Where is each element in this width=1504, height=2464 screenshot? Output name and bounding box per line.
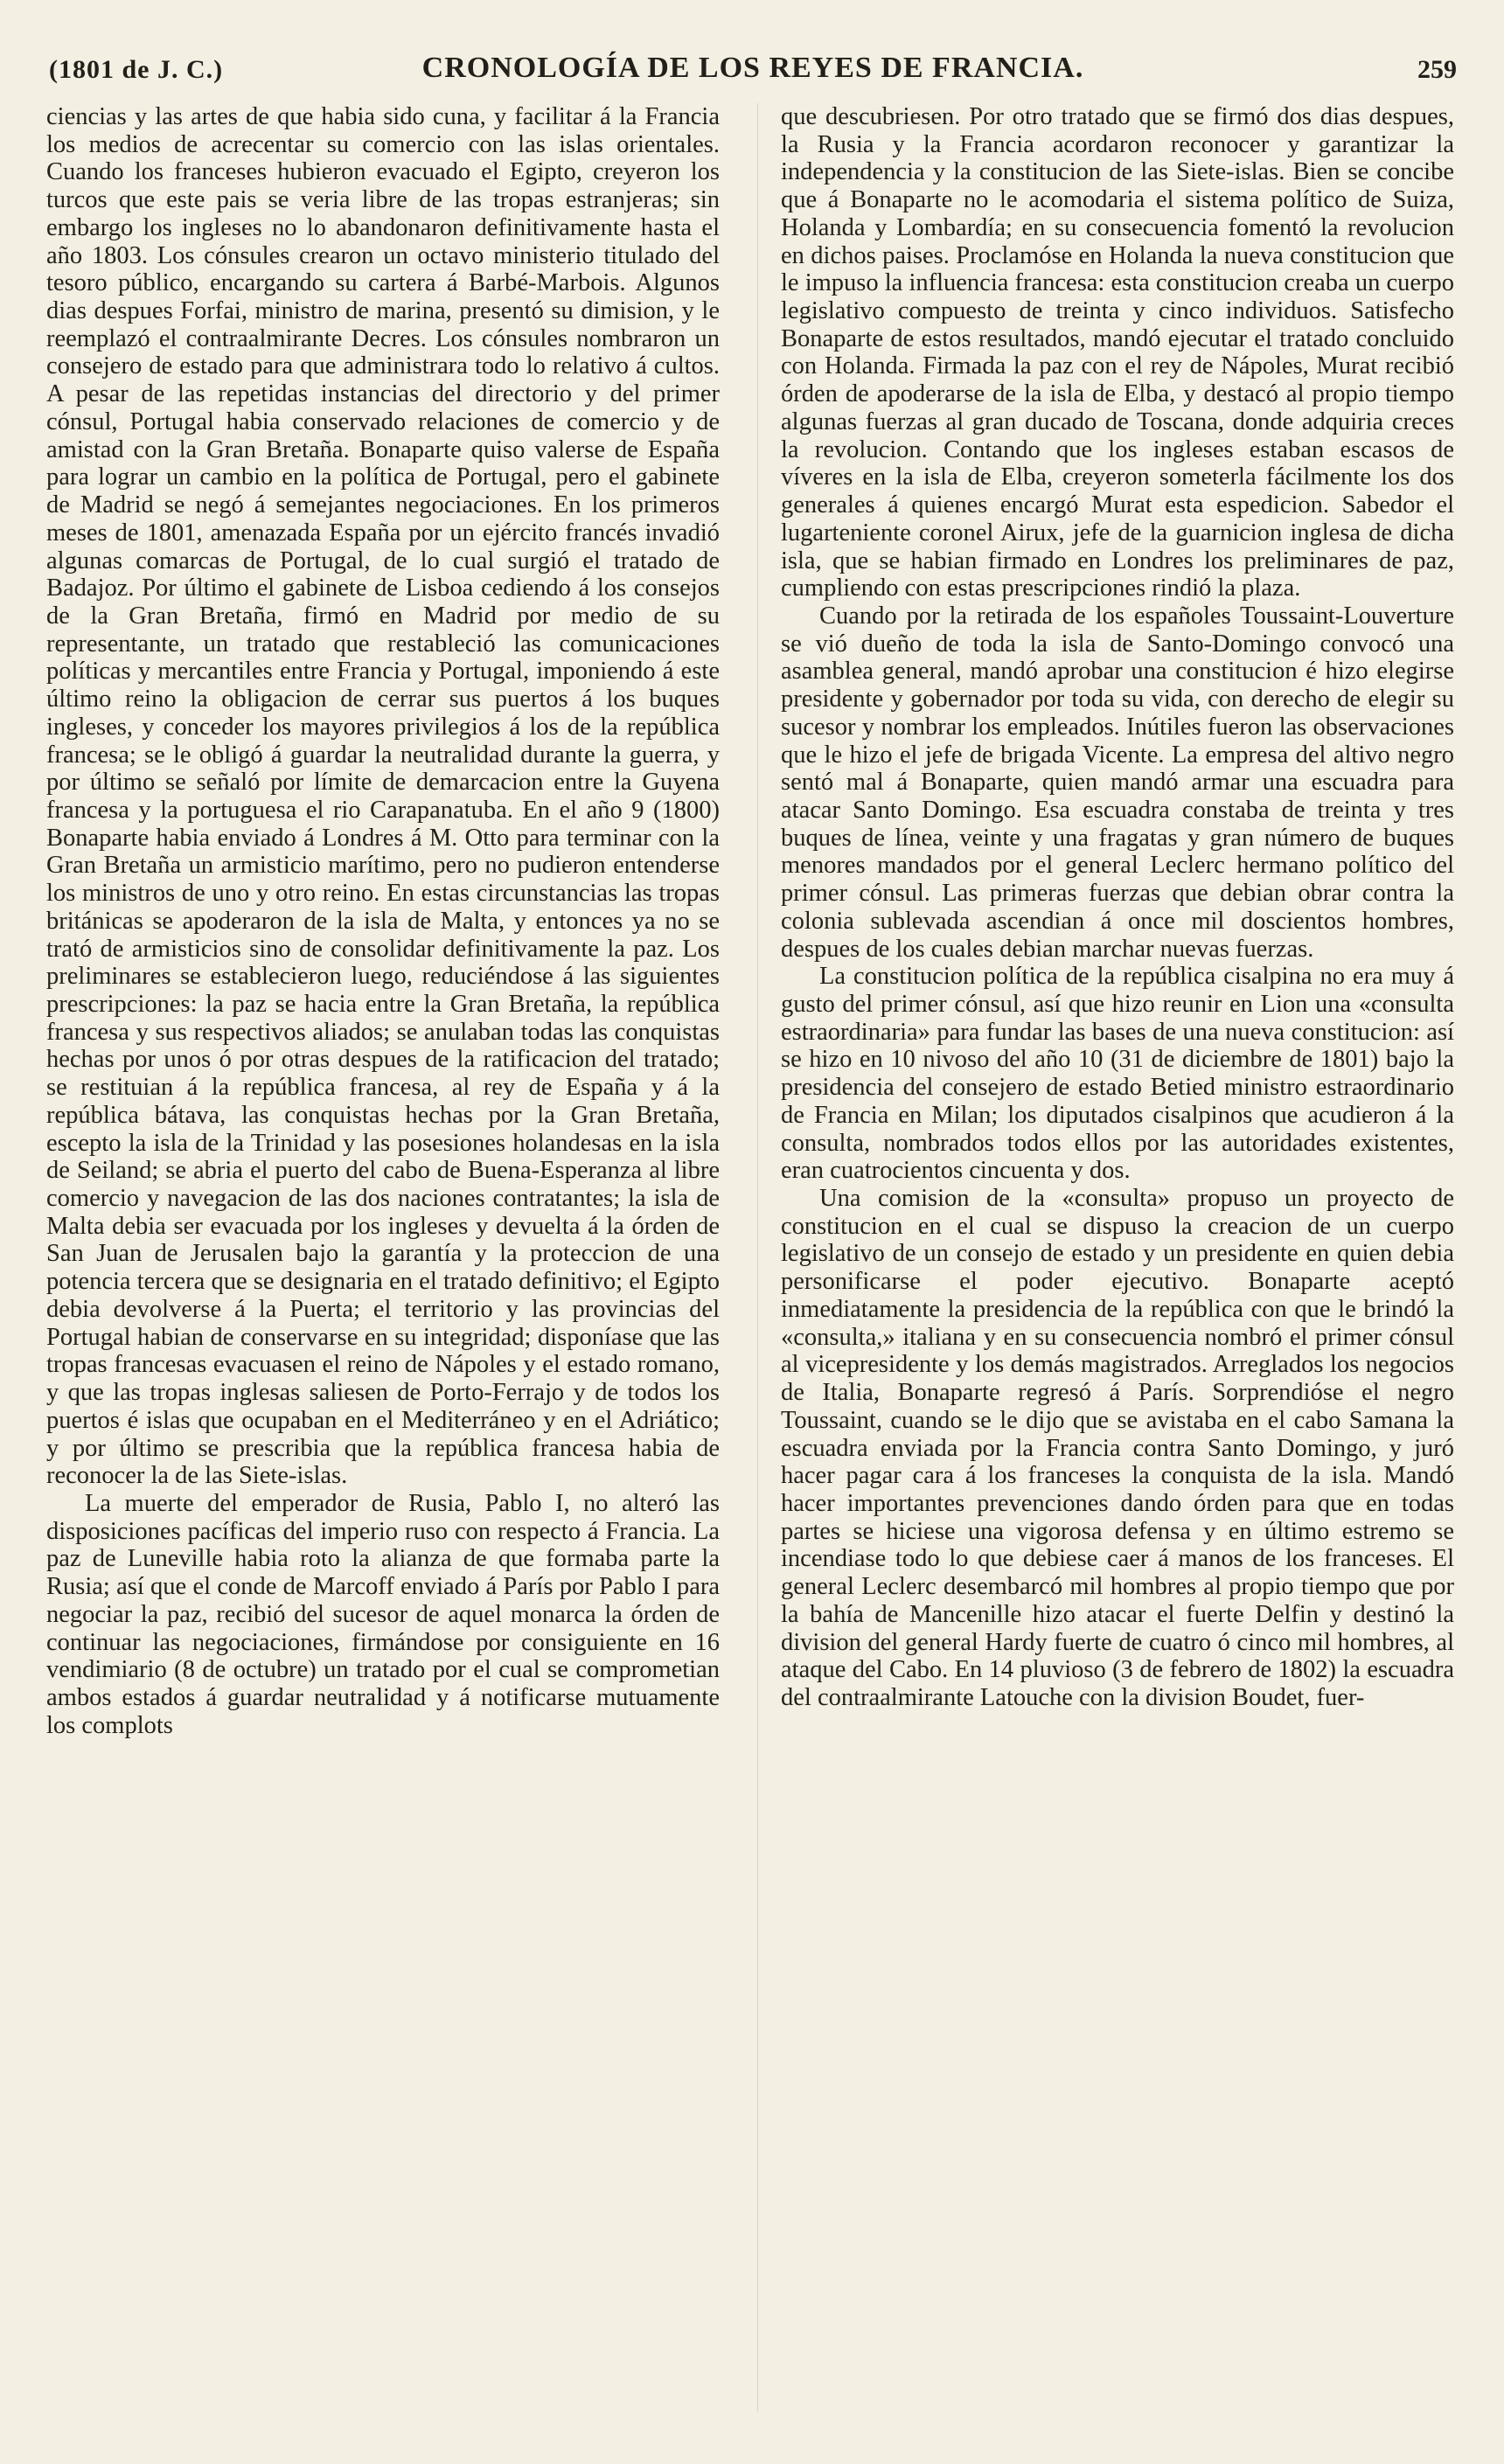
paragraph: Una comision de la «consulta» propuso un proyecto de constitucion en el cual se dispuso la creacion de un cuerpo legislativo de un consejo de estado y un presidente en quien debia personificarse el poder ejecutivo. Bonaparte aceptó inmediatamente la presidencia de la república con que le brindó la «consulta,» italiana y en su consecuencia nombró el primer cónsul al vicepresidente y los demás magistrados. Arreglados los negocios de Italia, Bonaparte regresó á París. Sorprendióse el negro Toussaint, cuando se le dijo que se avistaba en el cabo Samana la escuadra enviada por la Francia contra Santo Domingo, y juró hacer pagar cara á los franceses la conquista de la isla. Mandó hacer importantes prevenciones dando órden para que en todas partes se hiciese una vigorosa defensa y en último estremo se incendiase todo lo que debiese caer á manos de los franceses. El general Leclerc desembarcó mil hombres al propio tiempo que por la bahía de Mancenille hizo atacar el fuerte Delfin y destinó la division del general Hardy fuerte de cuatro ó cinco mil hombres, al ataque del Cabo. En 14 pluvioso (3 de febrero de 1802) la escuadra del contraalmirante Latouche con la division Boudet, fuer-	[781, 1185, 1454, 1711]
paragraph: La constitucion política de la república cisalpina no era muy á gusto del primer cónsul, así que hizo reunir en Lion una «consulta estraordinaria» para fundar las bases de una nueva constitucion: así se hizo en 10 nivoso del año 10 (31 de diciembre de 1801) bajo la presidencia del consejero de estado Betied ministro estraordinario de Francia en Milan; los diputados cisalpinos que acudieron á la consulta, nombrados todos ellos por las autoridades existentes, eran cuatrocientos cincuenta y dos.	[781, 963, 1454, 1185]
running-title: CRONOLOGÍA DE LOS REYES DE FRANCIA.	[421, 52, 1084, 84]
header-date-range: (1801 de J. C.)	[49, 55, 224, 84]
right-column	[781, 103, 1454, 1712]
paragraph: ciencias y las artes de que habia sido cuna, y facilitar á la Francia los medios de acrecentar su comercio con las islas orientales. Cuando los franceses hubieron evacuado el Egipto, creyeron los turcos que este pais se veria libre de las tropas estranjeras; sin embargo los ingleses no lo abandonaron definitivamente hasta el año 1803. Los cónsules crearon un octavo ministerio titulado del tesoro público, encargando su cartera á Barbé-Marbois. Algunos dias despues Forfai, ministro de marina, presentó su dimision, y le reemplazó el contraalmirante Decres. Los cónsules nombraron un consejero de estado para que administrara todo lo relativo á cultos. A pesar de las repetidas instancias del directorio y del primer cónsul, Portugal habia conservado relaciones de comercio y de amistad con la Gran Bretaña. Bonaparte quiso valerse de España para lograr un cambio en la política de Portugal, pero el gabinete de Madrid se negó á semejantes negociaciones. En los primeros meses de 1801, amenazada España por un ejército francés invadió algunas comarcas de Portugal, de lo cual surgió el tratado de Badajoz. Por último el gabinete de Lisboa cediendo á los consejos de la Gran Bretaña, firmó en Madrid por medio de su representante, un tratado que restableció las comunicaciones políticas y mercantiles entre Francia y Portugal, imponiendo á este último reino la obligacion de cerrar sus puertos á los buques ingleses, y conceder los mayores privilegios á los de la república francesa; se le obligó á guardar la neutralidad durante la guerra, y por último se señaló por límite de demarcacion entre la Guyena francesa y la portuguesa el rio Carapanatuba. En el año 9 (1800) Bonaparte habia enviado á Londres á M. Otto para terminar con la Gran Bretaña un armisticio marítimo, pero no pudieron entenderse los ministros de uno y otro reino. En estas circunstancias las tropas británicas se apoderaron de la isla de Malta, y entonces ya no se trató de armisticios sino de consolidar definitivamente la paz. Los preliminares se establecieron luego, reduciéndose á las siguientes prescripciones: la paz se hacia entre la Gran Bretaña, la república francesa y sus respectivos aliados; se anulaban todas las conquistas hechas por unos ó por otras despues de la ratificacion del tratado; se restituian á la república francesa, al rey de España y á la república bátava, las conquistas hechas por la Gran Bretaña, escepto la isla de la Trinidad y las posesiones holandesas en la isla de Seiland; se abria el puerto del cabo de Buena-Esperanza al libre comercio y navegacion de las dos naciones contratantes; la isla de Malta debia ser evacuada por los ingleses y devuelta á la órden de San Juan de Jerusalen bajo la garantía y la proteccion de una potencia tercera que se designaria en el tratado definitivo; el Egipto debia devolverse á la Puerta; el territorio y las provincias del Portugal habian de conservarse en su integridad; disponíase que las tropas francesas evacuasen el reino de Nápoles y el estado romano, y que las tropas inglesas saliesen de Porto-Ferrajo y de todos los puertos é islas que ocupaban en el Mediterráneo y en el Adriático; y por último se prescribia que la república francesa habia de reconocer la de las Siete-islas.	[46, 103, 720, 1490]
column-divider	[757, 103, 758, 2412]
page-header	[49, 48, 1457, 92]
paragraph: que descubriesen. Por otro tratado que se firmó dos dias despues, la Rusia y la Francia acordaron reconocer y garantizar la independencia y la constitucion de las Siete-islas. Bien se concibe que á Bonaparte no le acomodaria el sistema político de Suiza, Holanda y Lombardía; en su consecuencia fomentó la revolucion en dichos paises. Proclamóse en Holanda la nueva constitucion que le impuso la influencia francesa: esta constitucion creaba un cuerpo legislativo compuesto de treinta y cinco individuos. Satisfecho Bonaparte de estos resultados, mandó ejecutar el tratado concluido con Holanda. Firmada la paz con el rey de Nápoles, Murat recibió órden de apoderarse de la isla de Elba, y destacó al propio tiempo algunas fuerzas al gran ducado de Toscana, donde adquiria creces la revolucion. Contando que los ingleses estaban escasos de víveres en la isla de Elba, creyeron someterla fácilmente los dos generales á quienes encargó Murat esta espedicion. Sabedor el lugarteniente coronel Airux, jefe de la guarnicion inglesa de dicha isla, que se habian firmado en Londres los preliminares de paz, cumpliendo con estas prescripciones rindió la plaza.	[781, 103, 1454, 602]
page-number: 259	[1417, 55, 1457, 84]
left-column	[46, 103, 720, 1739]
paragraph: La muerte del emperador de Rusia, Pablo I, no alteró las disposiciones pacíficas del imperio ruso con respecto á Francia. La paz de Luneville habia roto la alianza de que formaba parte la Rusia; así que el conde de Marcoff enviado á París por Pablo I para negociar la paz, recibió del sucesor de aquel monarca la órden de continuar las negociaciones, firmándose por consiguiente en 16 vendimiario (8 de octubre) un tratado por el cual se comprometian ambos estados á guardar neutralidad y á notificarse mutuamente los complots	[46, 1489, 720, 1739]
paragraph: Cuando por la retirada de los españoles Toussaint-Louverture se vió dueño de toda la isla de Santo-Domingo convocó una asamblea general, mandó aprobar una constitucion é hizo elegirse presidente y gobernador por toda su vida, con derecho de elegir su sucesor y nombrar los empleados. Inútiles fueron las observaciones que le hizo el jefe de brigada Vicente. La empresa del altivo negro sentó mal á Bonaparte, quien mandó armar una escuadra para atacar Santo Domingo. Esa escuadra constaba de treinta y tres buques de línea, veinte y una fragatas y gran número de buques menores mandados por el general Leclerc hermano político del primer cónsul. Las primeras fuerzas que debian obrar contra la colonia sublevada ascendian á once mil doscientos hombres, despues de los cuales debian marchar nuevas fuerzas.	[781, 602, 1454, 963]
